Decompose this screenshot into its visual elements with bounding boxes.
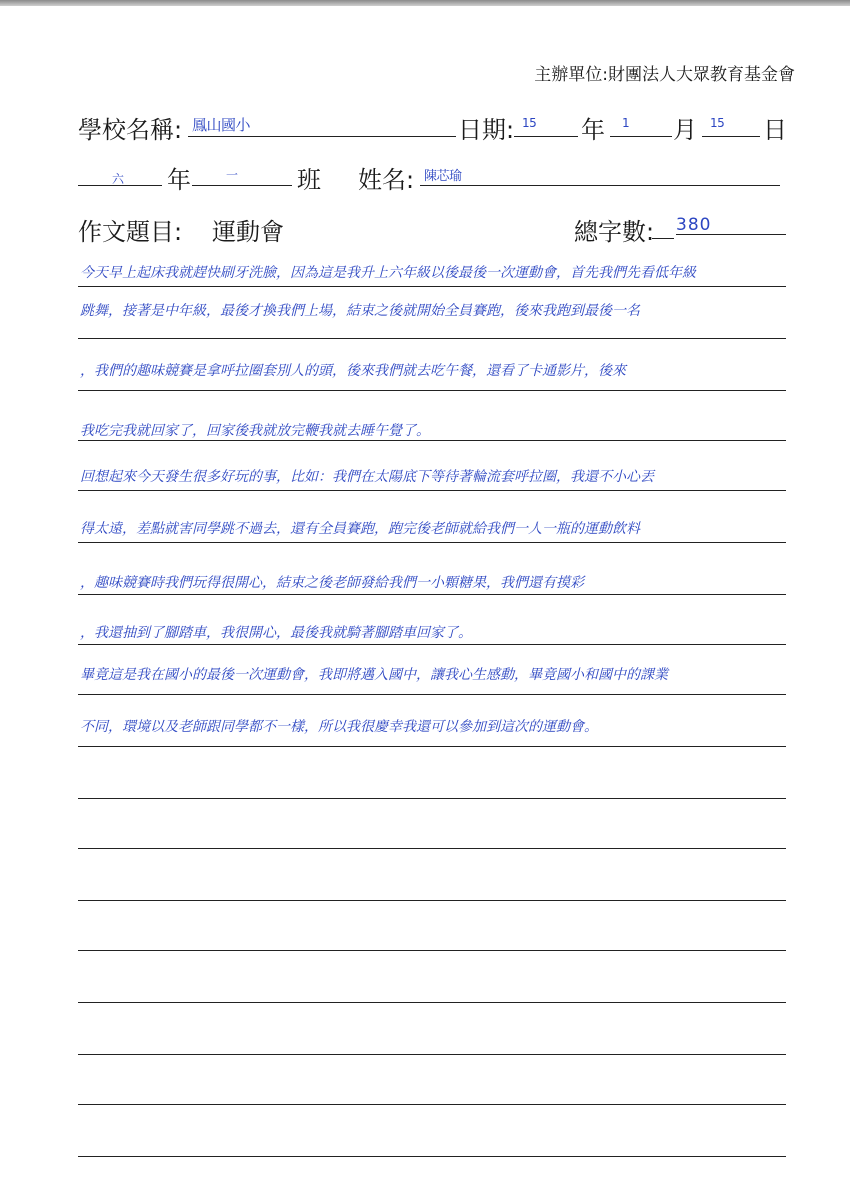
ruled-line	[78, 594, 786, 595]
essay-line: 畢竟這是我在國小的最後一次運動會，我即將邁入國中，讓我心生感動，畢竟國小和國中的課業	[80, 667, 668, 683]
ruled-line	[78, 644, 786, 645]
ruled-line	[78, 950, 786, 951]
essay-line: 我吃完我就回家了，回家後我就放完鞭我就去睡午覺了。	[80, 423, 430, 439]
essay-line: ，趣味競賽時我們玩得很開心，結束之後老師發給我們一小顆糖果，我們還有摸彩	[80, 575, 584, 591]
school-value[interactable]: 鳳山國小	[192, 116, 251, 134]
scan-edge	[0, 0, 850, 6]
essay-line: 得太遠，差點就害同學跳不過去，還有全員賽跑，跑完後老師就給我們一人一瓶的運動飲料	[80, 521, 640, 537]
essay-line: 回想起來今天發生很多好玩的事，比如：我們在太陽底下等待著輪流套呼拉圈，我還不小心丟	[80, 469, 654, 485]
wordcount-underline-short	[652, 238, 674, 239]
ruled-line	[78, 1104, 786, 1105]
grade-value[interactable]: 六	[112, 172, 124, 186]
class-underline	[192, 185, 292, 186]
ruled-line	[78, 440, 786, 441]
ruled-line	[78, 746, 786, 747]
organizer-label: 主辦單位:財團法人大眾教育基金會	[534, 65, 795, 85]
ruled-line	[78, 848, 786, 849]
day-value[interactable]: 15	[710, 116, 725, 130]
wordcount-underline	[676, 234, 786, 235]
ruled-line	[78, 1054, 786, 1055]
name-label: 姓名:	[358, 166, 415, 194]
name-underline	[420, 185, 780, 186]
essay-line: 不同，環境以及老師跟同學都不一樣，所以我很慶幸我還可以參加到這次的運動會。	[80, 719, 598, 735]
year-label: 年	[581, 116, 605, 144]
ruled-line	[78, 1156, 786, 1157]
ruled-line	[78, 338, 786, 339]
class-value[interactable]: 一	[226, 168, 238, 182]
essay-line: 今天早上起床我就趕快刷牙洗臉，因為這是我升上六年級以後最後一次運動會，首先我們先看低年級	[80, 265, 696, 281]
name-value[interactable]: 陳芯瑜	[424, 169, 462, 184]
year-value[interactable]: 15	[522, 116, 537, 130]
ruled-line	[78, 1002, 786, 1003]
ruled-line	[78, 390, 786, 391]
topic-label: 作文題目:	[78, 218, 183, 246]
day-label: 日	[763, 116, 787, 144]
ruled-line	[78, 490, 786, 491]
grade-label: 年	[167, 166, 191, 194]
topic-value: 運動會	[212, 218, 284, 246]
ruled-line	[78, 286, 786, 287]
year-underline	[514, 136, 578, 137]
day-underline	[702, 136, 760, 137]
essay-line: 跳舞，接著是中年級，最後才換我們上場，結束之後就開始全員賽跑，後來我跑到最後一名	[80, 303, 640, 319]
essay-line: ，我們的趣味競賽是拿呼拉圈套別人的頭，後來我們就去吃午餐，還看了卡通影片，後來	[80, 363, 626, 379]
ruled-line	[78, 900, 786, 901]
month-value[interactable]: 1	[622, 116, 630, 130]
ruled-line	[78, 542, 786, 543]
grade-underline	[78, 185, 162, 186]
wordcount-label: 總字數:	[574, 218, 655, 246]
school-underline	[188, 136, 456, 137]
wordcount-value[interactable]: 380	[676, 215, 712, 235]
month-label: 月	[673, 116, 697, 144]
class-label: 班	[297, 166, 321, 194]
month-underline	[610, 136, 672, 137]
essay-line: ，我還抽到了腳踏車，我很開心，最後我就騎著腳踏車回家了。	[80, 625, 472, 641]
date-label: 日期:	[458, 116, 515, 144]
ruled-line	[78, 694, 786, 695]
school-label: 學校名稱:	[78, 116, 183, 144]
ruled-line	[78, 798, 786, 799]
